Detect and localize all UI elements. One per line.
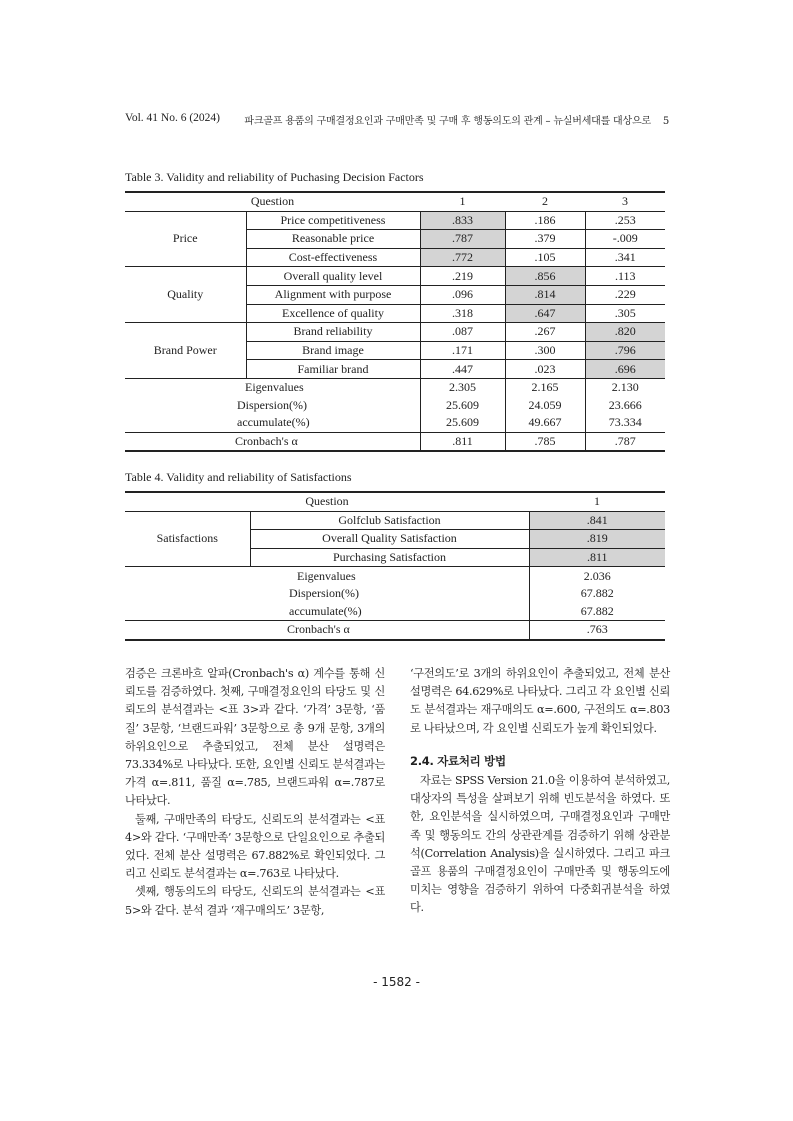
item-label: Cost-effectiveness (246, 248, 420, 267)
loading-value: .105 (505, 248, 585, 267)
loading-value: .318 (420, 304, 505, 323)
paragraph: 셋째, 행동의도의 타당도, 신뢰도의 분석결과는 <표 5>와 같다. 분석 결과 ‘재구매의도’ 3문항, (125, 885, 385, 917)
loading-value: .647 (505, 304, 585, 323)
item-label: Golfclub Satisfaction (250, 511, 529, 530)
stat-label: Cronbach's α (125, 621, 529, 640)
paragraph: 자료는 SPSS Version 21.0을 이용하여 분석하였고, 대상자의 특성을 살펴보기 위해 빈도분석을 하였다. 또한, 요인분석을 실시하였으며, 구매결정요인과 구매만족 및 행동의도 간의 상관관계를 검증하기 위해 상관분석(Correlation Analysis)을 실시하였다. 그리고 파크골프 용품의 구매결정요인이 구매만족 및 행동의도에 미치는 영향을 검증하기 위하여 다중회귀분석을 하였다. (410, 774, 670, 915)
stat-value: .785 (505, 432, 585, 451)
stat-row (125, 621, 665, 640)
stat-label: Dispersion(%) (289, 586, 359, 601)
stat-value: 25.609 (420, 397, 505, 415)
table3 (125, 191, 665, 452)
loading-value: .811 (529, 548, 665, 567)
loading-value: .113 (585, 267, 665, 286)
item-label: Price competitiveness (246, 211, 420, 230)
loading-value: .087 (420, 323, 505, 342)
stat-value: 67.882 (529, 603, 665, 621)
stat-row (125, 378, 665, 396)
stat-row (125, 432, 665, 451)
stat-value: 2.130 (585, 378, 665, 396)
stat-row (125, 414, 665, 432)
paragraph: ‘구전의도’로 3개의 하위요인이 추출되었고, 전체 분산 설명력은 64.629%로 나타났다. 그리고 각 요인별 신뢰도 분석결과는 재구매의도 α=.600, 구전의도 α=.803로 나타났으며, 각 요인별 신뢰도가 높게 확인되었다. (410, 667, 670, 735)
stat-row (125, 585, 665, 603)
stat-value: .811 (420, 432, 505, 451)
loading-value: .341 (585, 248, 665, 267)
question-header: Question (125, 492, 529, 511)
body-right-column (410, 665, 670, 918)
stat-row (125, 397, 665, 415)
stat-row (125, 603, 665, 621)
stat-value: 23.666 (585, 397, 665, 415)
stat-value: 2.036 (529, 567, 665, 585)
item-label: Brand image (246, 341, 420, 360)
loading-value: .814 (505, 285, 585, 304)
stat-label: accumulate(%) (289, 603, 362, 618)
factor-column-header: 2 (505, 192, 585, 211)
table-row (125, 211, 665, 230)
stat-value: 2.165 (505, 378, 585, 396)
page-number: - 1582 - (373, 975, 420, 989)
stat-label: Dispersion(%) (237, 397, 307, 412)
loading-value: .447 (420, 360, 505, 379)
loading-value: .300 (505, 341, 585, 360)
stat-label: Eigenvalues (297, 568, 356, 583)
table-row (125, 323, 665, 342)
item-label: Brand reliability (246, 323, 420, 342)
loading-value: .841 (529, 511, 665, 530)
item-label: Familiar brand (246, 360, 420, 379)
loading-value: .820 (585, 323, 665, 342)
loading-value: .096 (420, 285, 505, 304)
group-label: Price (125, 211, 246, 267)
paragraph: 검증은 크론바흐 알파(Cronbach's α) 계수를 통해 신뢰도를 검증하였다. 첫째, 구매결정요인의 타당도 및 신뢰도의 분석결과는 <표 3>과 같다. ‘가격’ 3문항, ‘품질’ 3문항, ‘브랜드파워’ 3문항으로 총 9개 문항, 3개의 하위요인으로 추출되었고, 전체 분산 설명력은 73.334%로 나타났다. 또한, 요인별 신뢰도 분석결과는 가격 α=.811, 품질 α=.785, 브랜드파워 α=.787로 나타났다. (125, 667, 385, 808)
stat-value: 25.609 (420, 414, 505, 432)
loading-value: .253 (585, 211, 665, 230)
question-header: Question (125, 192, 420, 211)
body-left-column (125, 665, 385, 920)
table4 (125, 491, 665, 641)
item-label: Overall Quality Satisfaction (250, 530, 529, 549)
loading-value: .379 (505, 230, 585, 249)
stat-value: 49.667 (505, 414, 585, 432)
loading-value: .219 (420, 267, 505, 286)
stat-value: .763 (529, 621, 665, 640)
loading-value: .305 (585, 304, 665, 323)
loading-value: .171 (420, 341, 505, 360)
journal-volume: Vol. 41 No. 6 (2024) (125, 112, 220, 124)
loading-value: .833 (420, 211, 505, 230)
table-header-row (125, 192, 665, 211)
table4-caption: Table 4. Validity and reliability of Satisfactions (125, 470, 352, 484)
stat-value: 2.305 (420, 378, 505, 396)
loading-value: -.009 (585, 230, 665, 249)
stat-label: accumulate(%) (237, 415, 310, 430)
stat-value: 73.334 (585, 414, 665, 432)
running-header (125, 112, 669, 128)
header-page-number: 5 (662, 116, 669, 127)
stat-value: 24.059 (505, 397, 585, 415)
table-row (125, 267, 665, 286)
loading-value: .819 (529, 530, 665, 549)
item-label: Overall quality level (246, 267, 420, 286)
header-title-page (244, 112, 669, 127)
loading-value: .856 (505, 267, 585, 286)
loading-value: .267 (505, 323, 585, 342)
loading-value: .023 (505, 360, 585, 379)
loading-value: .229 (585, 285, 665, 304)
factor-column-header: 1 (420, 192, 505, 211)
factor-column-header: 1 (529, 492, 665, 511)
loading-value: .796 (585, 341, 665, 360)
running-title: 파크골프 용품의 구매결정요인과 구매만족 및 구매 후 행동의도의 관계 – 뉴실버세대를 대상으로 (244, 116, 651, 127)
table-row (125, 511, 665, 530)
table-header-row (125, 492, 665, 511)
stat-value: .787 (585, 432, 665, 451)
stat-label: Eigenvalues (245, 380, 304, 395)
stat-row (125, 567, 665, 585)
item-label: Alignment with purpose (246, 285, 420, 304)
factor-column-header: 3 (585, 192, 665, 211)
item-label: Excellence of quality (246, 304, 420, 323)
table3-caption: Table 3. Validity and reliability of Puchasing Decision Factors (125, 170, 424, 184)
paragraph: 둘째, 구매만족의 타당도, 신뢰도의 분석결과는 <표 4>와 같다. ‘구매만족’ 3문항으로 단일요인으로 추출되었다. 전체 분산 설명력은 67.882%로 확인되었다. 그리고 신뢰도 분석결과는 α=.763로 나타났다. (125, 812, 385, 881)
loading-value: .772 (420, 248, 505, 267)
loading-value: .787 (420, 230, 505, 249)
section-heading: 2.4. 자료처리 방법 (410, 753, 506, 768)
loading-value: .696 (585, 360, 665, 379)
item-label: Reasonable price (246, 230, 420, 249)
group-label: Quality (125, 267, 246, 323)
loading-value: .186 (505, 211, 585, 230)
stat-label: Cronbach's α (125, 432, 420, 451)
group-label: Brand Power (125, 323, 246, 379)
stat-value: 67.882 (529, 585, 665, 603)
group-label: Satisfactions (125, 511, 250, 567)
item-label: Purchasing Satisfaction (250, 548, 529, 567)
